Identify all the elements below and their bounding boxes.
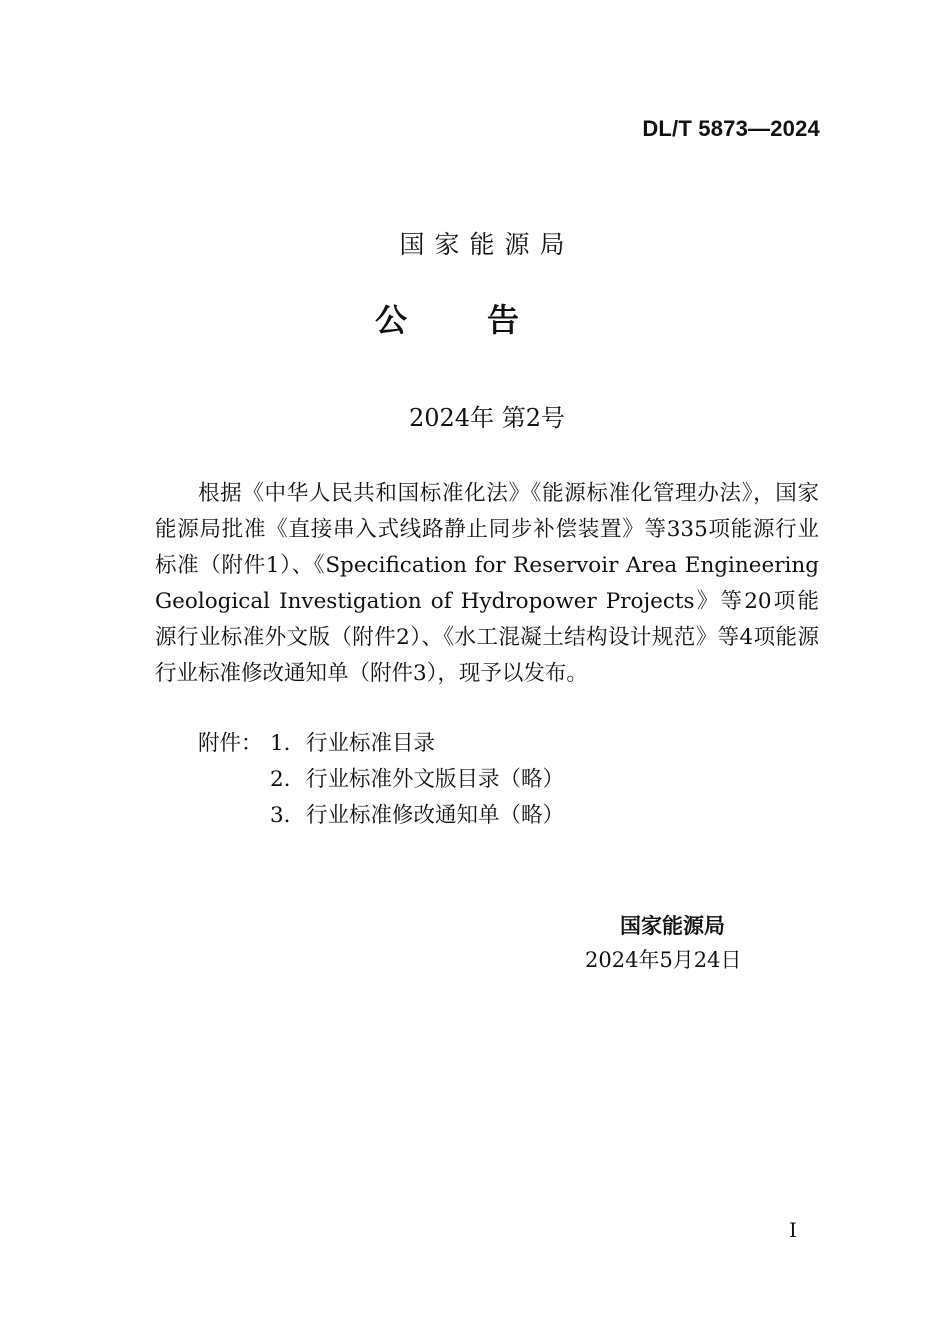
attachment-number: 2. bbox=[270, 767, 291, 792]
issuing-agency: 国家能源局 bbox=[399, 230, 575, 259]
attachment-title: 行业标准目录 bbox=[306, 731, 436, 756]
attachment-label: 附件： bbox=[198, 731, 263, 756]
list-item bbox=[198, 798, 564, 834]
list-item bbox=[198, 762, 564, 798]
standard-code: DL/T 5873—2024 bbox=[642, 116, 820, 141]
page-number: I bbox=[789, 1218, 797, 1242]
notice-number: 2024年 第2号 bbox=[409, 404, 565, 432]
attachment-number: 1. bbox=[270, 731, 291, 756]
attachment-number: 3. bbox=[270, 803, 291, 828]
signature-date: 2024年5月24日 bbox=[585, 948, 742, 972]
attachment-title: 行业标准外文版目录（略） bbox=[306, 767, 565, 792]
attachment-title: 行业标准修改通知单（略） bbox=[306, 803, 565, 828]
attachment-list bbox=[198, 726, 564, 834]
list-item bbox=[198, 726, 564, 762]
signature-organization: 国家能源局 bbox=[620, 914, 725, 938]
notice-body bbox=[155, 476, 819, 692]
page-title: 公告 bbox=[374, 301, 599, 339]
notice-body-paragraph: 根据《中华人民共和国标准化法》《能源标准化管理办法》，国家能源局批准《直接串入式线路静止同步补偿装置》等335项能源行业标准（附件1）、《Specification for Reservoir Area Engineering Geological Investigation of Hydropower Projects》等20项能源行业标准外文版（附件2）、《水工混凝土结构设计规范》等4项能源行业标准修改通知单（附件3），现予以发布。 bbox=[155, 481, 819, 686]
